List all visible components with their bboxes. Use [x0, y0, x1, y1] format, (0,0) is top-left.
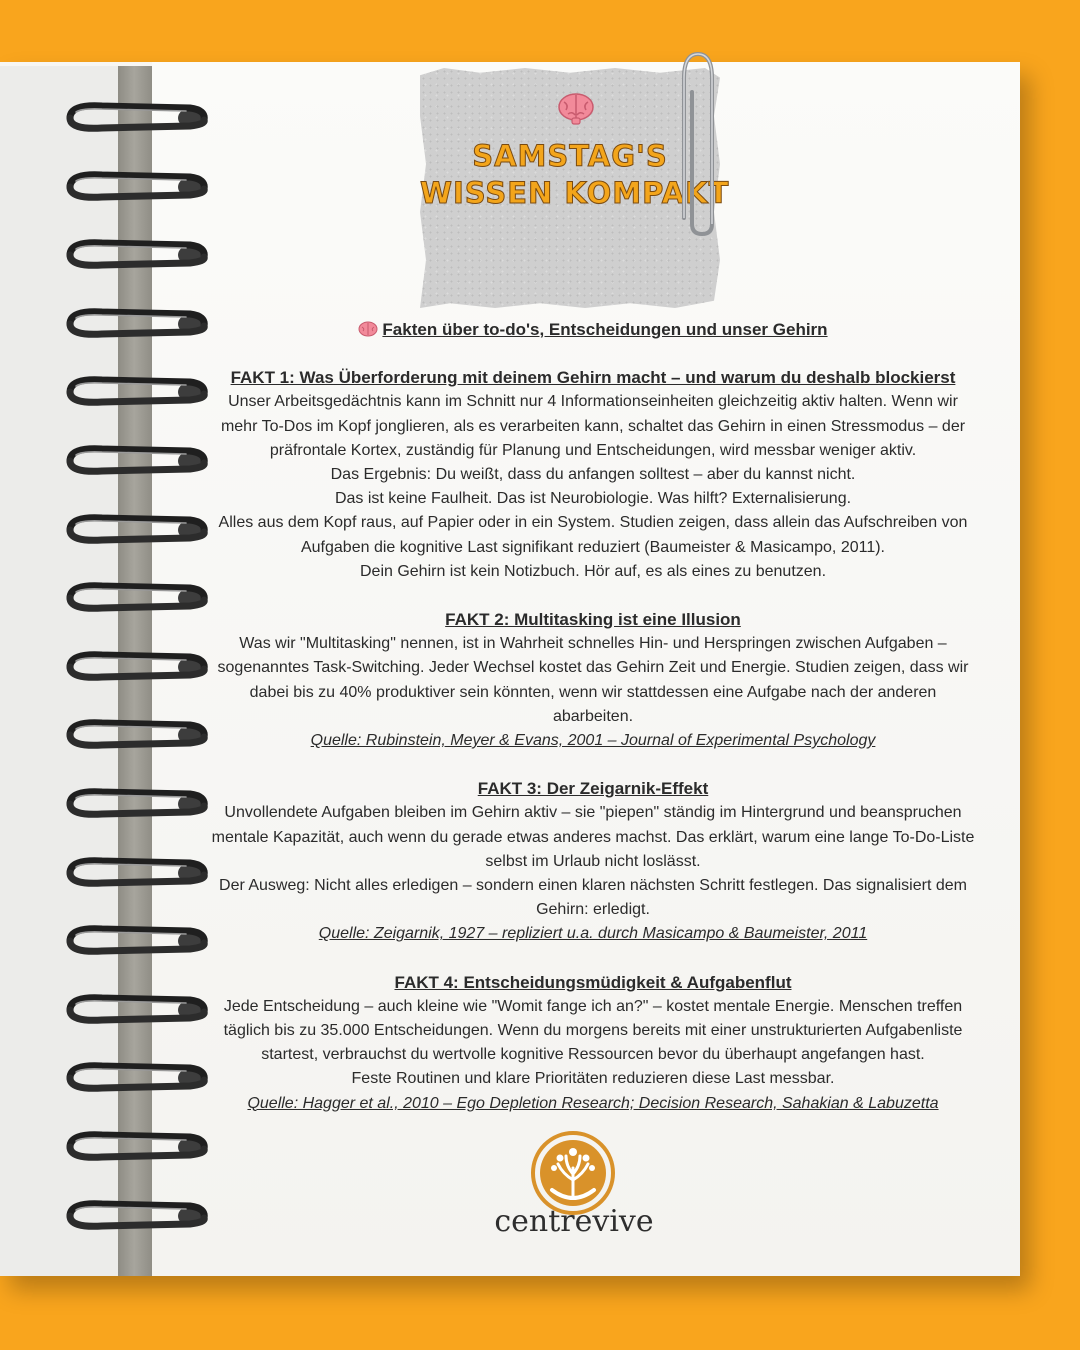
- spiral-ring: [62, 306, 212, 342]
- spiral-ring: [62, 1198, 212, 1234]
- spiral-ring: [62, 992, 212, 1028]
- intro-text: Fakten über to-do's, Entscheidungen und unser Gehirn: [382, 320, 828, 339]
- spiral-ring: [62, 100, 212, 136]
- spiral-ring: [62, 1129, 212, 1165]
- fact-4-paragraph: Feste Routinen und klare Prioritäten reduzieren diese Last messbar.: [351, 1070, 835, 1088]
- title-line-1: SAMSTAG'S: [472, 139, 668, 173]
- paperclip-icon: [666, 48, 722, 238]
- fact-1-paragraph: Das ist keine Faulheit. Das ist Neurobiologie. Was hilft? Externalisierung.: [334, 490, 852, 508]
- spiral-ring: [62, 786, 212, 822]
- fact-1: [210, 366, 976, 584]
- brand-name: centrevive: [494, 1204, 654, 1239]
- fact-2-source: Quelle: Rubinstein, Meyer & Evans, 2001 – Journal of Experimental Psychology: [310, 732, 876, 750]
- fact-3: [210, 777, 976, 946]
- spiral-ring: [62, 855, 212, 891]
- fact-4-source: Quelle: Hagger et al., 2010 – Ego Depletion Research; Decision Research, Sahakian & Labuzetta: [247, 1094, 939, 1112]
- fact-3-title: FAKT 3: Der Zeigarnik-Effekt: [477, 779, 709, 799]
- fact-1-title: FAKT 1: Was Überforderung mit deinem Gehirn macht – und warum du deshalb blockierst: [230, 368, 956, 388]
- fact-1-paragraph: Dein Gehirn ist kein Notizbuch. Hör auf, es als eines zu benutzen.: [359, 562, 827, 580]
- fact-4-paragraph: Jede Entscheidung – auch kleine wie "Womit fange ich an?" – kostet mentale Energie. Menschen treffen täglich bis zu 35.000 Entscheidungen. Wenn du morgens bereits mit einer unstrukturierten Aufgabenliste startest, verbrauchst du wertvolle kognitive Ressourcen bevor du überhaupt angefangen hast.: [223, 997, 963, 1064]
- spiral-ring: [62, 169, 212, 205]
- intro-heading: [210, 318, 976, 342]
- spiral-ring: [62, 649, 212, 685]
- spiral-ring: [62, 923, 212, 959]
- fact-2-paragraph: Was wir "Multitasking" nennen, ist in Wahrheit schnelles Hin- und Herspringen zwischen Aufgaben – sogenanntes Task-Switching. Jeder Wechsel kostet das Gehirn Zeit und Energie. Studien zeigen, dass wir dabei bis zu 40% produktiver sein könnten, wenn wir stattdessen eine Aufgabe nach der anderen abarbeiten.: [217, 635, 969, 725]
- fact-2-title: FAKT 2: Multitasking ist eine Illusion: [445, 610, 741, 630]
- fact-2: [210, 608, 976, 753]
- fact-4-title: FAKT 4: Entscheidungsmüdigkeit & Aufgabenflut: [394, 972, 792, 992]
- spiral-ring: [62, 374, 212, 410]
- title-line-2: WISSEN KOMPAKT: [420, 176, 730, 210]
- fact-4: [210, 971, 976, 1116]
- brain-icon: [556, 92, 596, 126]
- fact-1-paragraph: Das Ergebnis: Du weißt, dass du anfangen solltest – aber du kannst nicht.: [330, 466, 856, 484]
- spiral-ring: [62, 717, 212, 753]
- spiral-ring: [62, 1060, 212, 1096]
- fact-3-paragraph: Unvollendete Aufgaben bleiben im Gehirn aktiv – sie "piepen" ständig im Hintergrund und beanspruchen mentale Kapazität, auch wenn du gerade etwas anderes machst. Das erklärt, warum eine lange To-Do-Liste selbst im Urlaub nicht loslässt.: [211, 804, 975, 870]
- spiral-ring: [62, 237, 212, 273]
- brain-icon: [358, 321, 378, 337]
- fact-1-paragraph: Alles aus dem Kopf raus, auf Papier oder in ein System. Studien zeigen, dass allein das Aufschreiben von Aufgaben die kognitive Last signifikant reduziert (Baumeister & Masicampo, 2011).: [218, 514, 968, 556]
- spiral-ring: [62, 512, 212, 548]
- fact-1-paragraph: Unser Arbeitsgedächtnis kann im Schnitt nur 4 Informationseinheiten gleichzeitig aktiv halten. Wenn wir mehr To-Dos im Kopf jonglieren, als es verarbeiten kann, schaltet das Gehirn in einen Stressmodus – der präfrontale Kortex, zuständig für Planung und Entscheidungen, wird messbar weniger aktiv.: [220, 393, 966, 459]
- content: [210, 318, 976, 1116]
- spiral-ring: [62, 443, 212, 479]
- spiral-ring: [62, 580, 212, 616]
- fact-3-source: Quelle: Zeigarnik, 1927 – repliziert u.a. durch Masicampo & Baumeister, 2011: [318, 925, 868, 943]
- fact-3-paragraph: Der Ausweg: Nicht alles erledigen – sondern einen klaren nächsten Schritt festlegen. Das signalisiert dem Gehirn: erledigt.: [219, 877, 967, 919]
